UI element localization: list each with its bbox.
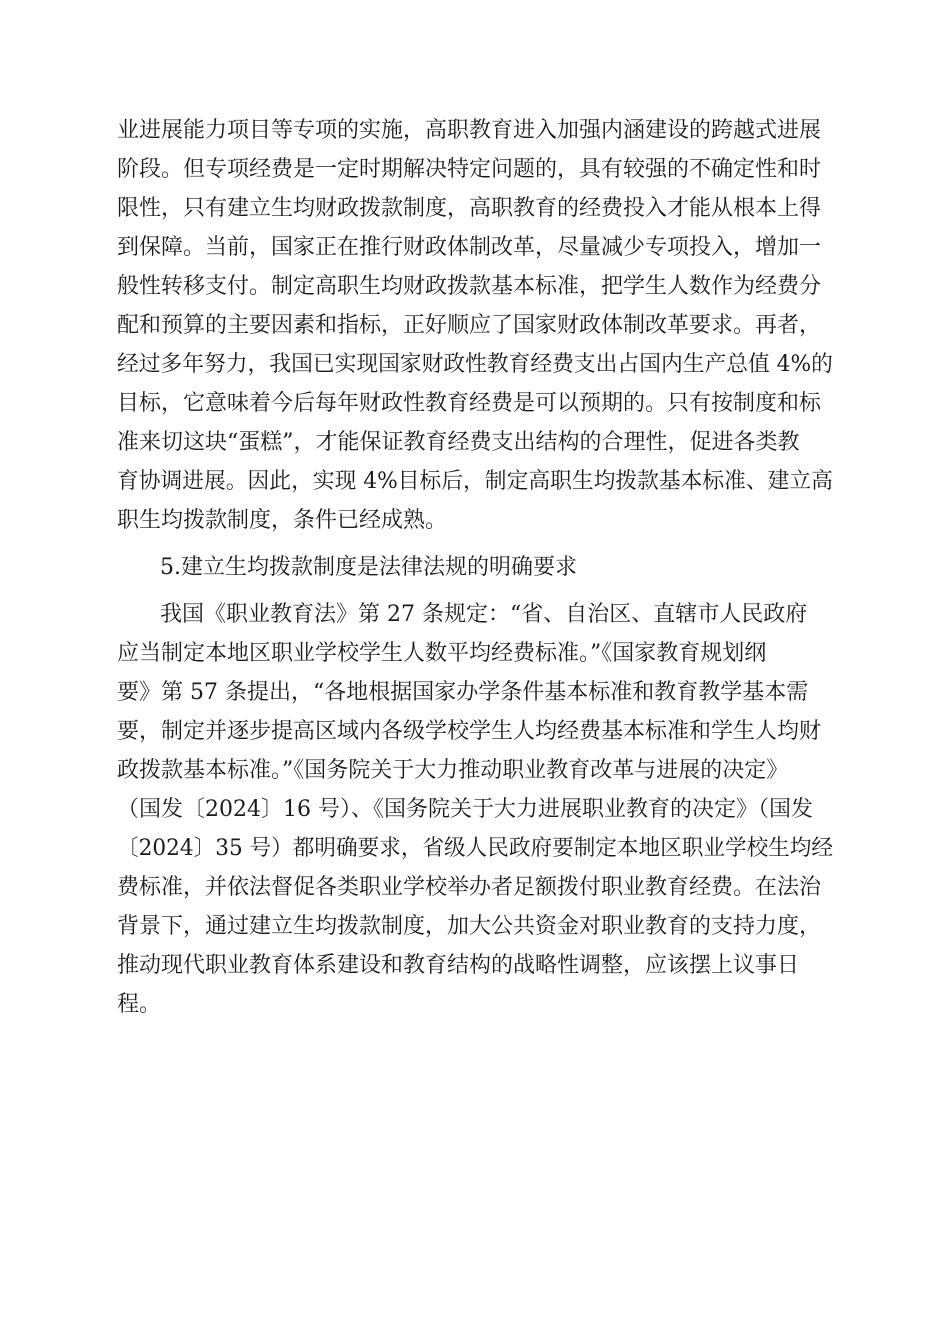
paragraph-line: 〔2024〕35 号）都明确要求，省级人民政府要制定本地区职业学校生均经	[117, 836, 834, 861]
paragraph-line: 限性，只有建立生均财政拨款制度，高职教育的经费投入才能从根本上得	[117, 196, 822, 221]
paragraph-line: 育协调进展。因此，实现 4%目标后，制定高职生均拨款基本标准、建立高	[117, 469, 833, 494]
paragraph-line: 阶段。但专项经费是一定时期解决特定问题的，具有较强的不确定性和时	[117, 157, 822, 182]
paragraph-line: 我国《职业教育法》第 27 条规定：“省、自治区、直辖市人民政府	[160, 602, 808, 627]
paragraph-line: 费标准，并依法督促各类职业学校举办者足额拨付职业教育经费。在法治	[117, 875, 822, 900]
paragraph-line: 业进展能力项目等专项的实施，高职教育进入加强内涵建设的跨越式进展	[117, 118, 822, 143]
paragraph-line: 程。	[117, 992, 162, 1017]
paragraph-line: 要》第 57 条提出，“各地根据国家办学条件基本标准和教育教学基本需	[117, 680, 809, 705]
paragraph-line: 推动现代职业教育体系建设和教育结构的战略性调整，应该摆上议事日	[117, 953, 800, 978]
paragraph-line: 职生均拨款制度，条件已经成熟。	[117, 508, 448, 533]
paragraph-line: 要，制定并逐步提高区域内各级学校学生人均经费基本标准和学生人均财	[117, 719, 822, 744]
paragraph-line: 政拨款基本标准。”《国务院关于大力推动职业教育改革与进展的决定》	[117, 758, 789, 783]
paragraph-line: 目标，它意味着今后每年财政性教育经费是可以预期的。只有按制度和标	[117, 391, 822, 416]
paragraph-line: 到保障。当前，国家正在推行财政体制改革，尽量减少专项投入，增加一	[117, 235, 822, 260]
section-heading: 5.建立生均拨款制度是法律法规的明确要求	[160, 555, 577, 580]
paragraph-line: 背景下，通过建立生均拨款制度，加大公共资金对职业教育的支持力度，	[117, 914, 822, 939]
paragraph-line: 应当制定本地区职业学校学生人数平均经费标准。”《国家教育规划纲	[117, 641, 767, 666]
paragraph-line: 经过多年努力，我国已实现国家财政性教育经费支出占国内生产总值 4%的	[117, 352, 833, 377]
paragraph-line: （国发〔2024〕16 号）、《国务院关于大力进展职业教育的决定》（国发	[117, 797, 813, 822]
paragraph-line: 般性转移支付。制定高职生均财政拨款基本标准，把学生人数作为经费分	[117, 274, 822, 299]
paragraph-line: 配和预算的主要因素和指标，正好顺应了国家财政体制改革要求。再者，	[117, 313, 822, 338]
paragraph-line: 准来切这块“蛋糕”，才能保证教育经费支出结构的合理性，促进各类教	[117, 430, 800, 455]
